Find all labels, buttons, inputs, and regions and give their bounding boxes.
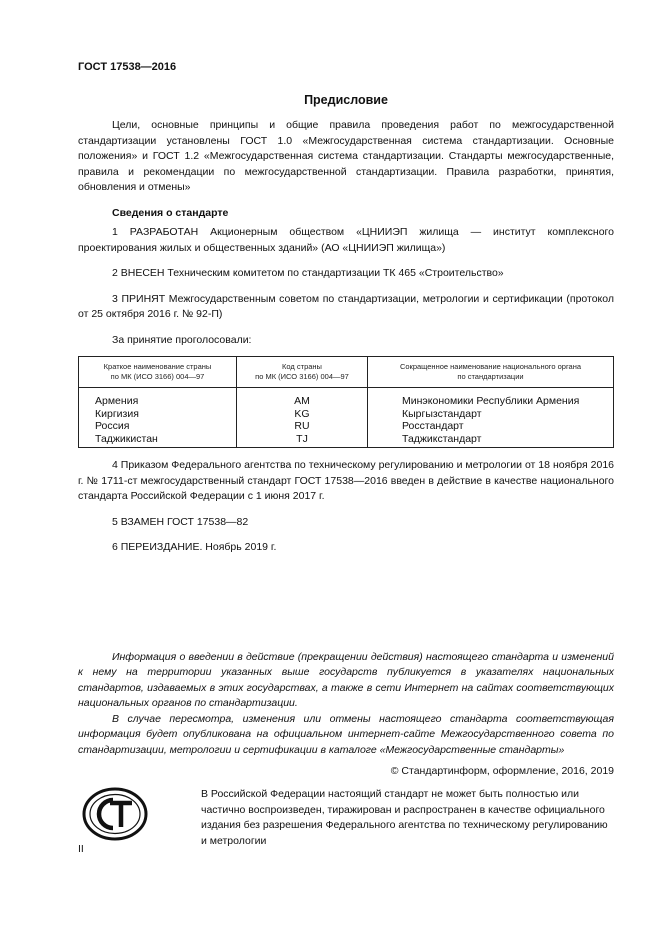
document-code: ГОСТ 17538—2016 bbox=[78, 61, 177, 73]
item-developed: 1 РАЗРАБОТАН Акционерным обществом «ЦНИИЭП жилища — институт комплексного проектирования жилых и общественных зданий» (АО «ЦНИИЭП жилища») bbox=[78, 226, 614, 254]
code-cell: RU bbox=[237, 420, 368, 433]
notice-paragraph: В случае пересмотра, изменения или отмены настоящего стандарта соответствующая информация будет опубликована на официальном интернет-сайте Межгосударственного совета по стандартизации, метрологии и сертификации в каталоге «Межгосударственные стандарты» bbox=[78, 712, 614, 756]
preface-content bbox=[78, 92, 614, 758]
item-voted: За принятие проголосовали: bbox=[112, 333, 252, 346]
table-row bbox=[79, 388, 614, 408]
table-row bbox=[79, 408, 614, 421]
code-cell: KG bbox=[237, 408, 368, 421]
country-cell: Армения bbox=[79, 388, 237, 408]
table-row bbox=[79, 433, 614, 448]
header-country: Краткое наименование страны по МК (ИСО 3166) 004—97 bbox=[79, 357, 237, 388]
country-cell: Таджикистан bbox=[79, 433, 237, 448]
rst-logo bbox=[80, 784, 150, 844]
vote-table-header bbox=[79, 357, 614, 388]
agency-cell: Таджикстандарт bbox=[368, 433, 614, 448]
header-code: Код страны по МК (ИСО 3166) 004—97 bbox=[237, 357, 368, 388]
code-cell: AM bbox=[237, 388, 368, 408]
reproduction-notice: В Российской Федерации настоящий стандарт не может быть полностью или частично воспроизведен, тиражирован и распространен в качестве официального издания без разрешения Федерального агентства по техническому регулированию и метрологии bbox=[201, 788, 608, 847]
country-cell: Киргизия bbox=[79, 408, 237, 421]
agency-cell: Кыргызстандарт bbox=[368, 408, 614, 421]
item-introduced: 2 ВНЕСЕН Техническим комитетом по стандартизации ТК 465 «Строительство» bbox=[112, 267, 504, 279]
item-order: 4 Приказом Федерального агентства по техническому регулированию и метрологии от 18 ноября 2016 г. № 1711-ст межгосударственный стандарт ГОСТ 17538—2016 введен в действие в качестве национального стандарта Российской Федерации с 1 июня 2017 г. bbox=[78, 459, 614, 502]
notice-paragraph: Информация о введении в действие (прекращении действия) настоящего стандарта и изменений к нему на территории указанных выше государств публикуется в указателях национальных стандартов, издаваемых в этих государствах, а также в сети Интернет на сайтах соответствующих национальных органов по стандартизации. bbox=[78, 650, 614, 709]
page-title: Предисловие bbox=[304, 93, 388, 107]
agency-cell: Минэкономики Республики Армения bbox=[368, 388, 614, 408]
item-adopted: 3 ПРИНЯТ Межгосударственным советом по стандартизации, метрологии и сертификации (протокол от 25 октября 2016 г. № 92-П) bbox=[78, 292, 614, 320]
publication-notice bbox=[78, 650, 614, 759]
code-cell: TJ bbox=[237, 433, 368, 448]
country-cell: Россия bbox=[79, 420, 237, 433]
header-agency: Сокращенное наименование национального органа по стандартизации bbox=[368, 357, 614, 388]
vote-table bbox=[78, 356, 614, 448]
item-replaces: 5 ВЗАМЕН ГОСТ 17538—82 bbox=[112, 515, 249, 528]
agency-cell: Росстандарт bbox=[368, 420, 614, 433]
info-heading: Сведения о стандарте bbox=[112, 206, 229, 219]
intro-paragraph: Цели, основные принципы и общие правила проведения работ по межгосударственной стандартизации установлены ГОСТ 1.0 «Межгосударственная система стандартизации. Основные положения» и ГОСТ 1.2 «Межгосударственная система стандартизации. Стандарты межгосударственные, правила и рекомендации по межгосударственной стандартизации. Правила разработки, принятия, обновления и отмены» bbox=[78, 119, 614, 193]
copyright-line: © Стандартинформ, оформление, 2016, 2019 bbox=[390, 765, 614, 777]
item-reissue: 6 ПЕРЕИЗДАНИЕ. Ноябрь 2019 г. bbox=[112, 541, 277, 553]
page-number: II bbox=[78, 843, 84, 855]
table-row bbox=[79, 420, 614, 433]
